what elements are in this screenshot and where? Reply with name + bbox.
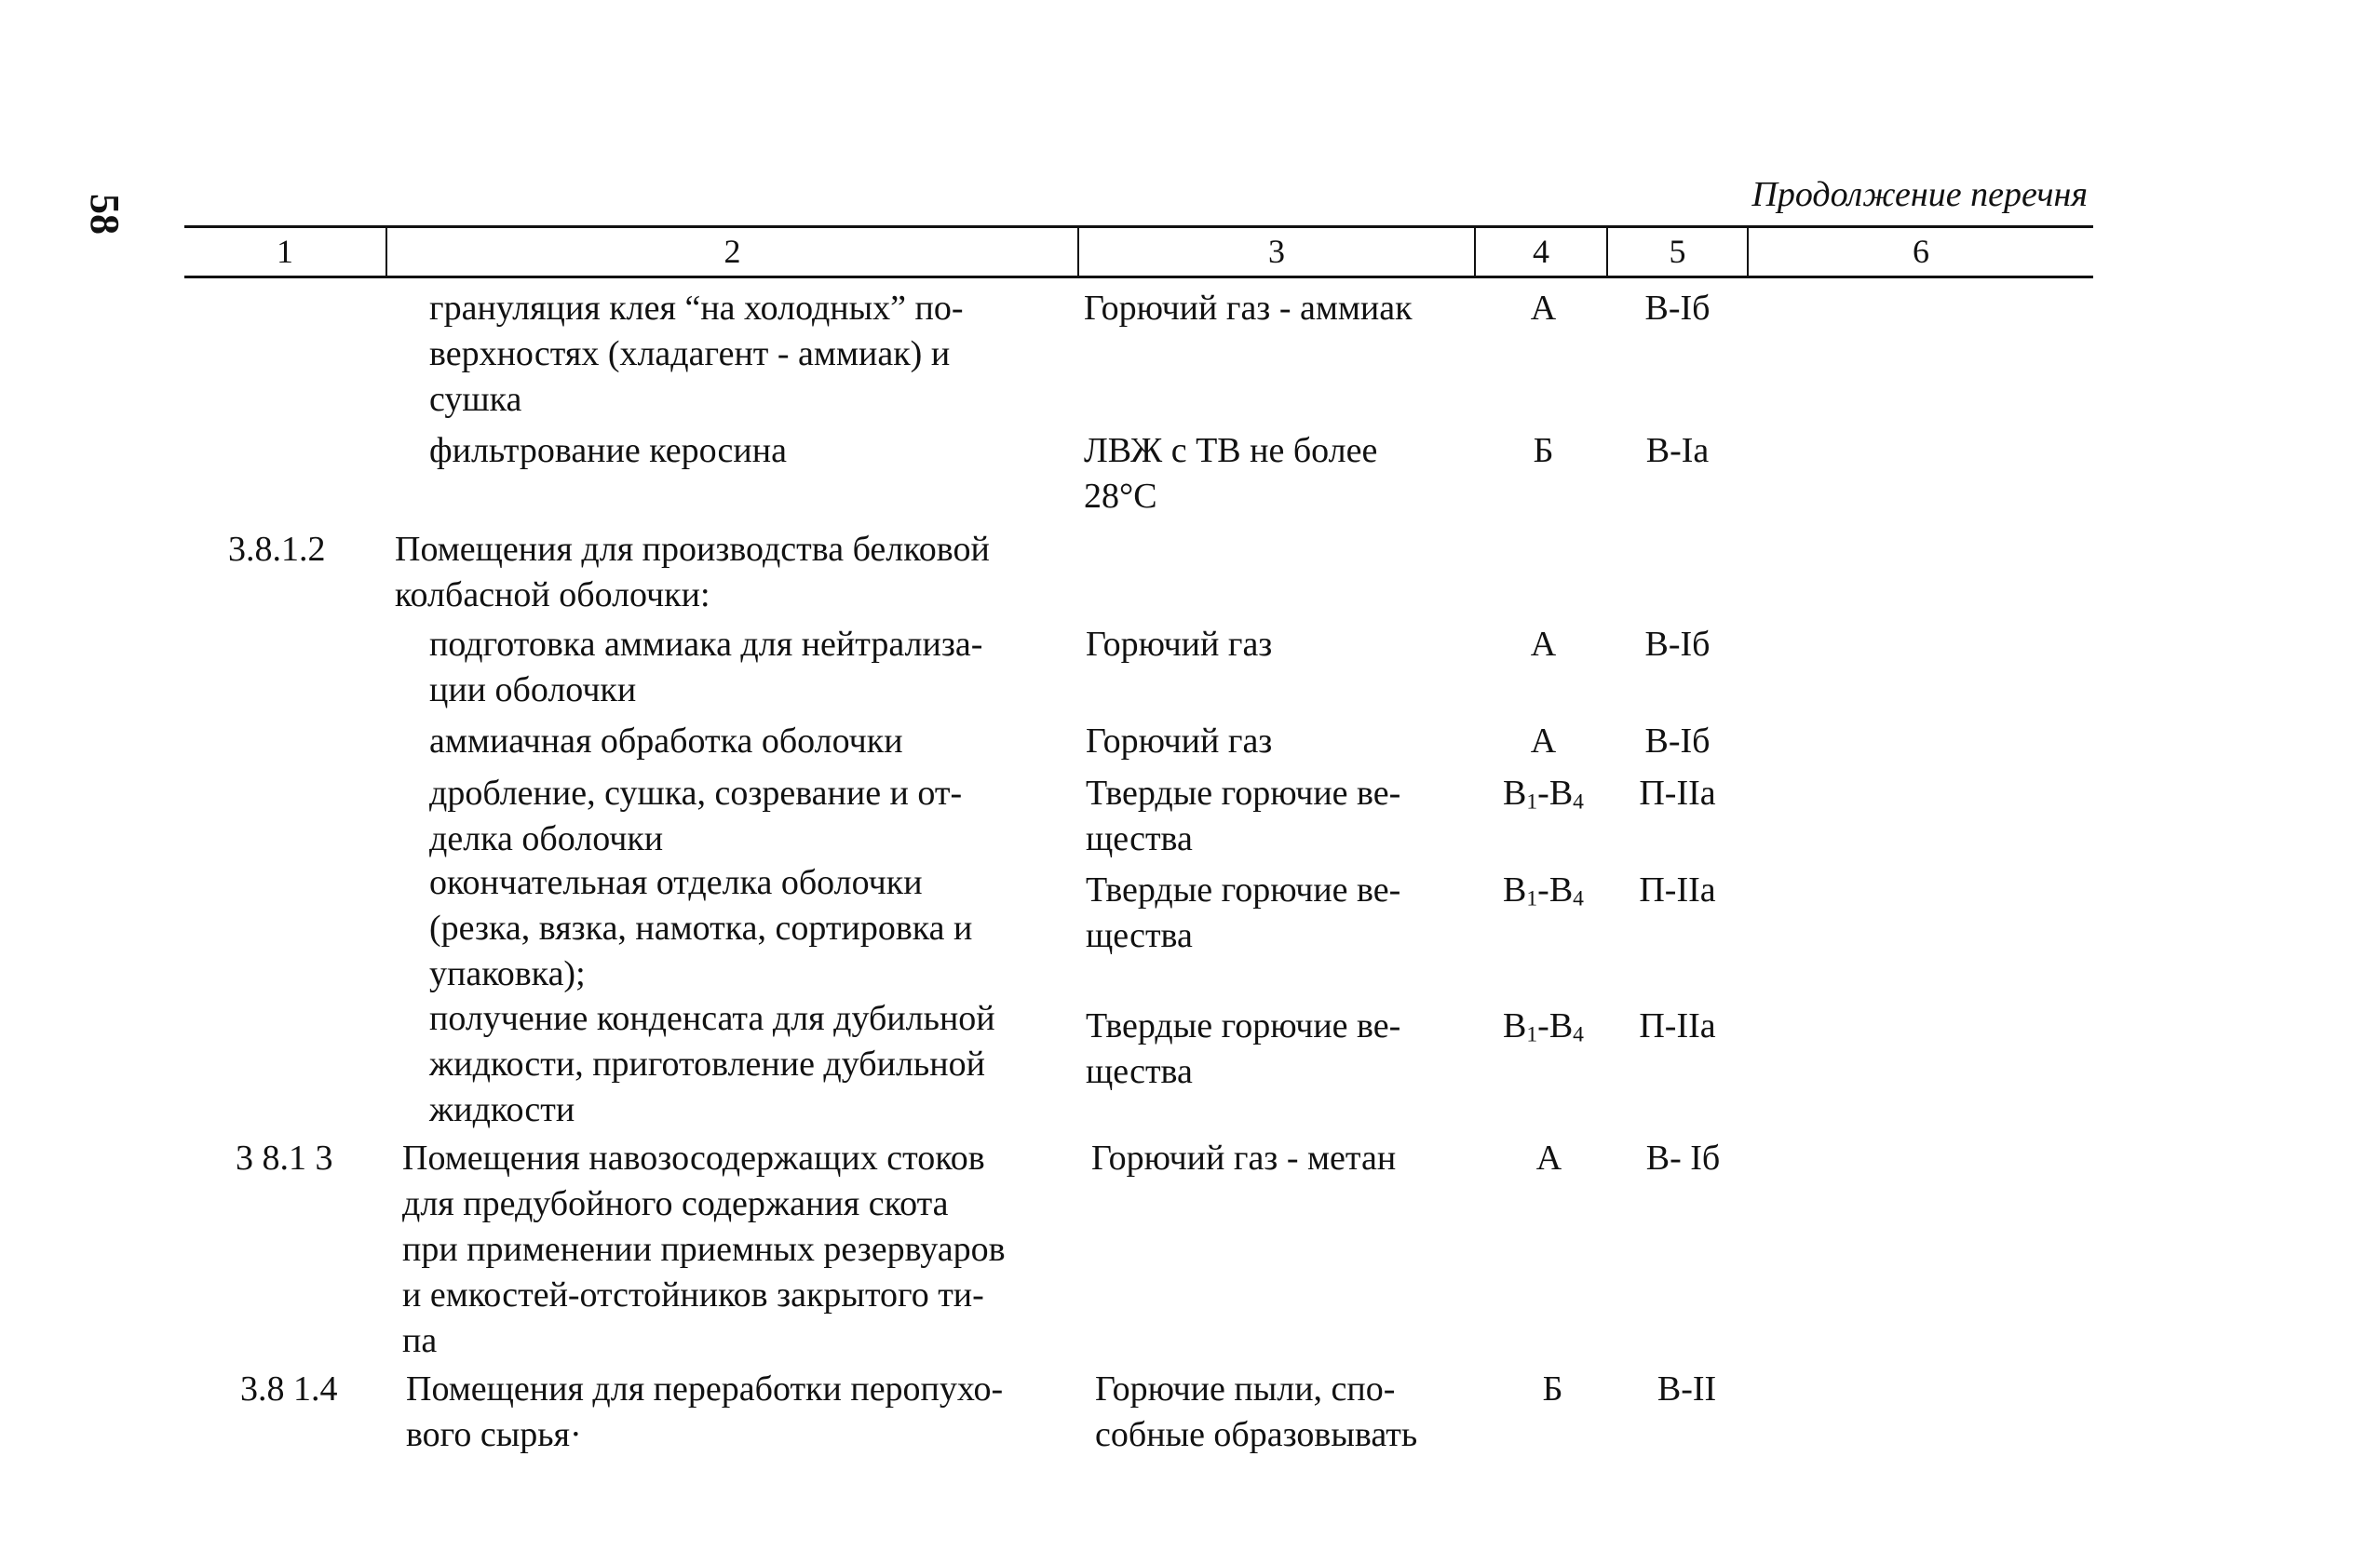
table-cell-zone-class: П-IIа	[1639, 870, 1716, 910]
table-cell-substance: Горючий газ	[1086, 625, 1273, 664]
table-cell-zone-class: П-IIа	[1639, 1006, 1716, 1045]
table-top-rule	[184, 225, 2093, 228]
table-cell-category: А	[1530, 722, 1557, 761]
table-cell-zone-class: В-Iб	[1644, 625, 1711, 664]
column-header-1: 1	[277, 233, 293, 270]
table-cell-description: Помещения для переработки перопухо- вого сырья·	[406, 1369, 1004, 1454]
table-cell-description: дробление, сушка, созревание и от- делка оболочки	[429, 774, 963, 858]
table-cell-description: аммиачная обработка оболочки	[429, 722, 903, 761]
table-cell-description: фильтрование керосина	[429, 431, 787, 470]
page-number: 58	[82, 194, 128, 235]
category-subscript: 4	[1573, 1022, 1584, 1047]
table-cell-category	[1481, 868, 1606, 913]
table-cell-item-number: 3 8.1 3	[236, 1139, 333, 1178]
table-cell-description: грануляция клея “на холодных” по- верхностях (хладагент - аммиак) и сушка	[429, 289, 964, 419]
table-cell-category: А	[1530, 289, 1557, 328]
table-cell-description: Помещения навозосодержащих стоков для предубойного содержания скота при применении приемных резервуаров и емкостей-отстойников закрытого ти- па	[402, 1139, 1006, 1360]
table-cell-description: подготовка аммиака для нейтрализа- ции оболочки	[429, 625, 983, 709]
table-caption: Продолжение перечня	[1751, 175, 2088, 214]
category-range: -В	[1537, 870, 1574, 910]
category-subscript: 1	[1526, 789, 1538, 815]
category-letter: В	[1503, 870, 1527, 910]
table-cell-description: получение конденсата для дубильной жидкости, приготовление дубильной жидкости	[429, 999, 995, 1129]
table-cell-zone-class: В-II	[1657, 1369, 1717, 1409]
column-header-2: 2	[723, 233, 741, 270]
table-cell-zone-class: В- Iб	[1645, 1139, 1721, 1178]
table-cell-substance: ЛВЖ с ТВ не более 28°С	[1084, 431, 1378, 516]
table-cell-zone-class: В-Iб	[1644, 722, 1711, 761]
table-cell-substance: Твердые горючие ве- щества	[1086, 1006, 1401, 1091]
table-cell-substance: Горючий газ	[1086, 722, 1273, 761]
table-cell-zone-class: П-IIа	[1639, 774, 1716, 813]
table-cell-description: Помещения для производства белковой колбасной оболочки:	[395, 530, 990, 614]
column-header-6: 6	[1913, 233, 1929, 270]
table-cell-category	[1481, 1004, 1606, 1049]
table-cell-zone-class: В-Iб	[1644, 289, 1711, 328]
table-cell-category: А	[1530, 625, 1557, 664]
table-cell-description: окончательная отделка оболочки (резка, вязка, намотка, сортировка и упаковка);	[429, 863, 973, 993]
table-cell-substance: Твердые горючие ве- щества	[1086, 774, 1401, 858]
table-cell-category	[1481, 771, 1606, 816]
category-range: -В	[1537, 1006, 1574, 1045]
table-header-bottom-rule	[184, 276, 2093, 278]
table-cell-substance: Твердые горючие ве- щества	[1086, 870, 1401, 955]
category-subscript: 1	[1526, 1022, 1538, 1047]
table-cell-substance: Горючие пыли, спо- собные образовывать	[1095, 1369, 1418, 1454]
category-subscript: 4	[1573, 886, 1584, 911]
table-cell-category: Б	[1542, 1369, 1563, 1409]
category-subscript: 4	[1573, 789, 1584, 815]
table-cell-substance: Горючий газ - аммиак	[1084, 289, 1413, 328]
table-cell-category: Б	[1533, 431, 1554, 470]
category-letter: В	[1503, 1006, 1527, 1045]
table-cell-category: А	[1535, 1139, 1562, 1178]
category-range: -В	[1537, 774, 1574, 813]
column-header-3: 3	[1268, 233, 1285, 270]
column-header-5: 5	[1669, 233, 1686, 270]
column-header-4: 4	[1533, 233, 1549, 270]
table-cell-item-number: 3.8.1.2	[228, 530, 326, 569]
category-subscript: 1	[1526, 886, 1538, 911]
table-cell-item-number: 3.8 1.4	[240, 1369, 338, 1409]
category-letter: В	[1503, 774, 1527, 813]
table-cell-zone-class: В-Iа	[1645, 431, 1710, 470]
table-cell-substance: Горючий газ - метан	[1091, 1139, 1397, 1178]
